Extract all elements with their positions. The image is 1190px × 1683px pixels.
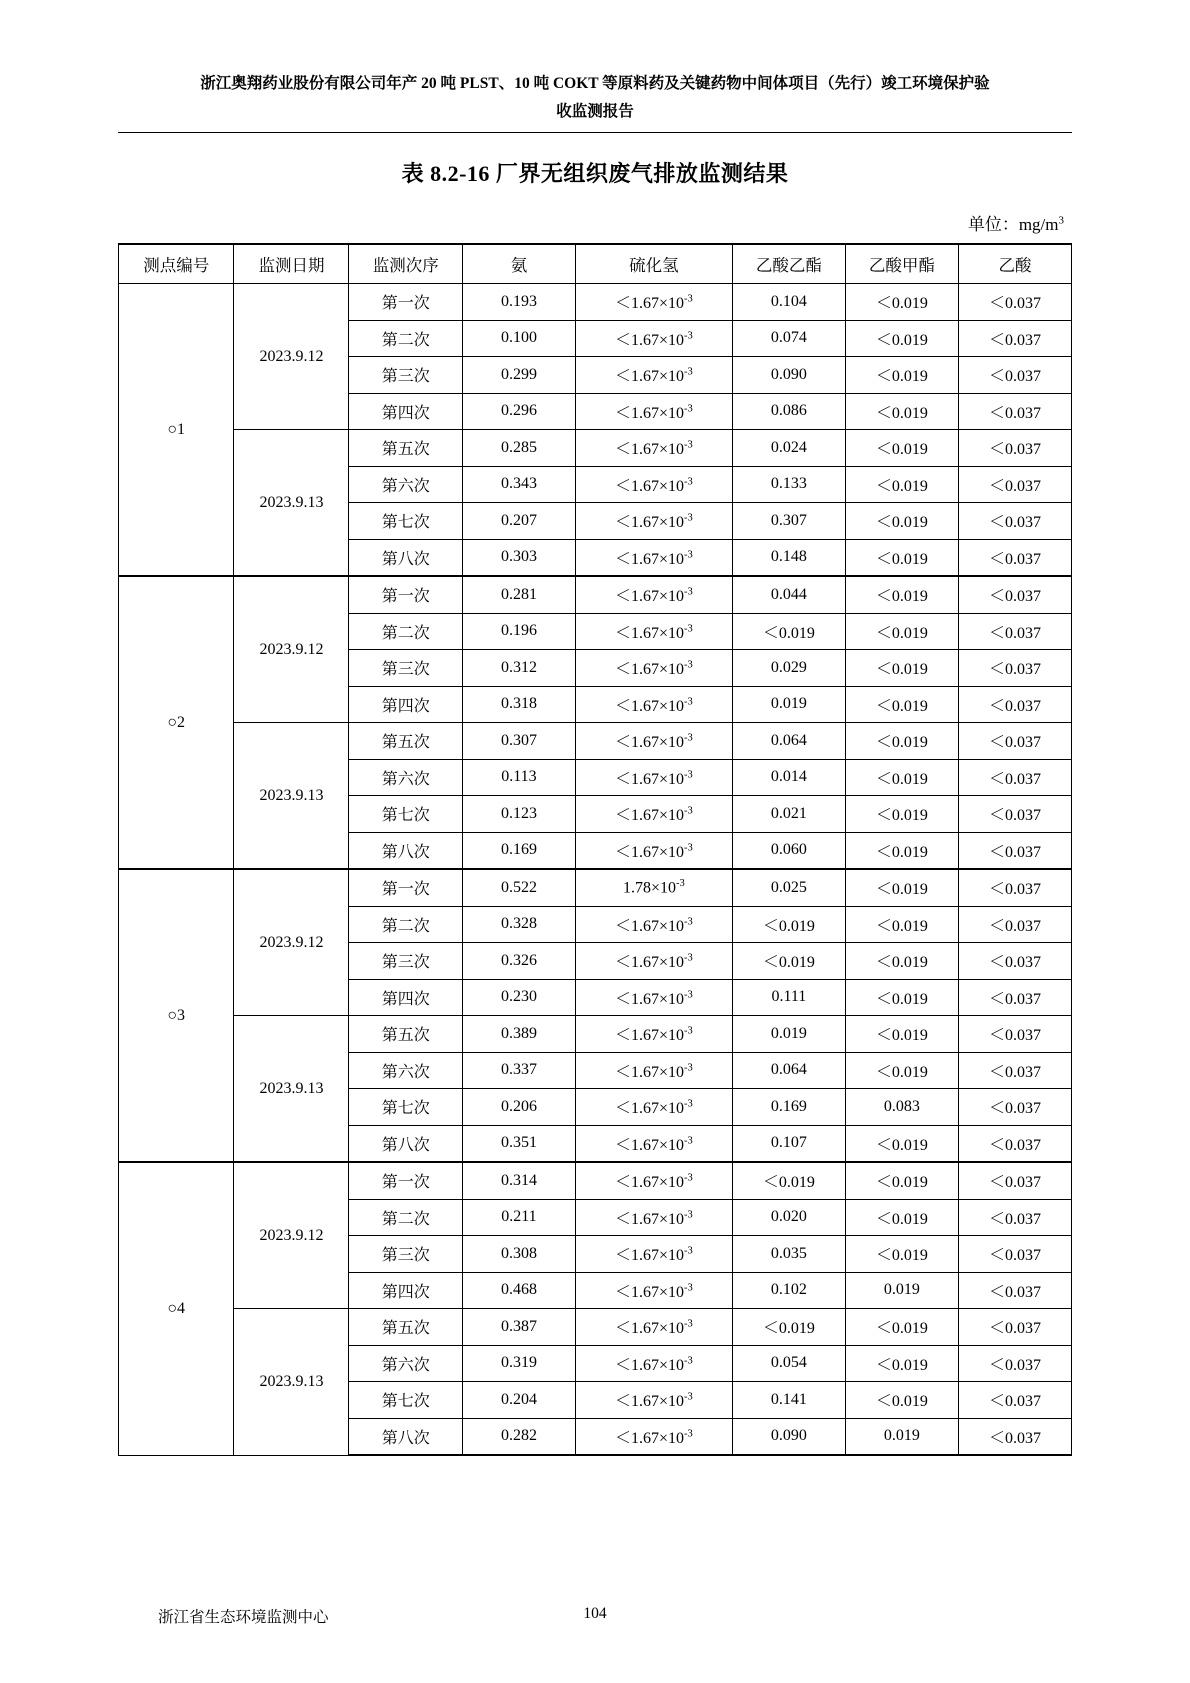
cell-acetic-acid: ＜0.037 <box>958 1089 1071 1126</box>
cell-acetic-acid: ＜0.037 <box>958 503 1071 540</box>
cell-monitor-date: 2023.9.12 <box>234 284 349 430</box>
cell-acetic-acid: ＜0.037 <box>958 796 1071 833</box>
cell-ethyl-acetate: 0.086 <box>732 393 845 430</box>
cell-point-id: ○3 <box>119 869 234 1162</box>
cell-sequence: 第五次 <box>349 723 462 760</box>
cell-methyl-acetate: ＜0.019 <box>845 539 958 576</box>
cell-acetic-acid: ＜0.037 <box>958 979 1071 1016</box>
cell-methyl-acetate: ＜0.019 <box>845 1016 958 1053</box>
cell-ammonia: 0.206 <box>462 1089 575 1126</box>
cell-sequence: 第七次 <box>349 1382 462 1419</box>
cell-sequence: 第六次 <box>349 1345 462 1382</box>
cell-methyl-acetate: 0.083 <box>845 1089 958 1126</box>
cell-ethyl-acetate: ＜0.019 <box>732 906 845 943</box>
cell-h2s: $<1.67\times 10^{-3}$ <box>575 1309 732 1346</box>
cell-h2s: $<1.67\times 10^{-3}$ <box>575 1382 732 1419</box>
cell-h2s: $<1.67\times 10^{-3}$ <box>575 832 732 869</box>
col-header-ammonia: 氨 <box>462 244 575 284</box>
cell-ammonia: 0.328 <box>462 906 575 943</box>
cell-ammonia: 0.281 <box>462 576 575 613</box>
cell-h2s: $<1.67\times 10^{-3}$ <box>575 466 732 503</box>
cell-ammonia: 0.230 <box>462 979 575 1016</box>
cell-ethyl-acetate: 0.133 <box>732 466 845 503</box>
cell-acetic-acid: ＜0.037 <box>958 1052 1071 1089</box>
cell-point-id: ○1 <box>119 284 234 577</box>
col-header-ethyl-acetate: 乙酸乙酯 <box>732 244 845 284</box>
cell-ammonia: 0.207 <box>462 503 575 540</box>
cell-ammonia: 0.468 <box>462 1272 575 1309</box>
cell-ammonia: 0.351 <box>462 1125 575 1162</box>
col-header-methyl-acetate: 乙酸甲酯 <box>845 244 958 284</box>
cell-acetic-acid: ＜0.037 <box>958 1236 1071 1273</box>
cell-sequence: 第八次 <box>349 832 462 869</box>
col-header-h2s: 硫化氢 <box>575 244 732 284</box>
cell-acetic-acid: ＜0.037 <box>958 832 1071 869</box>
cell-h2s: $<1.67\times 10^{-3}$ <box>575 1236 732 1273</box>
cell-methyl-acetate: 0.019 <box>845 1272 958 1309</box>
cell-ethyl-acetate: 0.035 <box>732 1236 845 1273</box>
cell-h2s: $<1.67\times 10^{-3}$ <box>575 759 732 796</box>
cell-ammonia: 0.387 <box>462 1309 575 1346</box>
cell-ethyl-acetate: 0.111 <box>732 979 845 1016</box>
table-row <box>119 869 1072 906</box>
cell-ethyl-acetate: 0.169 <box>732 1089 845 1126</box>
cell-ethyl-acetate: 0.141 <box>732 1382 845 1419</box>
cell-acetic-acid: ＜0.037 <box>958 869 1071 906</box>
table-row <box>119 430 1072 467</box>
col-header-point: 测点编号 <box>119 244 234 284</box>
cell-ethyl-acetate: 0.090 <box>732 357 845 394</box>
cell-ethyl-acetate: 0.104 <box>732 284 845 321</box>
cell-ammonia: 0.204 <box>462 1382 575 1419</box>
cell-monitor-date: 2023.9.13 <box>234 723 349 870</box>
cell-acetic-acid: ＜0.037 <box>958 1309 1071 1346</box>
cell-acetic-acid: ＜0.037 <box>958 943 1071 980</box>
cell-sequence: 第二次 <box>349 1199 462 1236</box>
unit-label <box>118 210 1072 235</box>
cell-acetic-acid: ＜0.037 <box>958 320 1071 357</box>
cell-methyl-acetate: ＜0.019 <box>845 393 958 430</box>
cell-ammonia: 0.193 <box>462 284 575 321</box>
cell-acetic-acid: ＜0.037 <box>958 1382 1071 1419</box>
cell-sequence: 第四次 <box>349 1272 462 1309</box>
cell-sequence: 第六次 <box>349 759 462 796</box>
cell-h2s: $<1.67\times 10^{-3}$ <box>575 320 732 357</box>
unit-text: 单位：mg/m <box>967 215 1059 234</box>
cell-sequence: 第五次 <box>349 1309 462 1346</box>
table-header-row <box>119 244 1072 284</box>
cell-ethyl-acetate: 0.090 <box>732 1418 845 1455</box>
cell-methyl-acetate: ＜0.019 <box>845 943 958 980</box>
cell-ammonia: 0.343 <box>462 466 575 503</box>
cell-h2s: $<1.67\times 10^{-3}$ <box>575 723 732 760</box>
cell-h2s: $<1.67\times 10^{-3}$ <box>575 1016 732 1053</box>
cell-acetic-acid: ＜0.037 <box>958 906 1071 943</box>
cell-acetic-acid: ＜0.037 <box>958 1418 1071 1455</box>
cell-methyl-acetate: ＜0.019 <box>845 1382 958 1419</box>
table-row <box>119 1309 1072 1346</box>
cell-ethyl-acetate: 0.307 <box>732 503 845 540</box>
unit-exponent: 3 <box>1058 214 1064 227</box>
col-header-date: 监测日期 <box>234 244 349 284</box>
cell-point-id: ○2 <box>119 576 234 869</box>
cell-methyl-acetate: ＜0.019 <box>845 1236 958 1273</box>
table-row <box>119 576 1072 613</box>
cell-sequence: 第八次 <box>349 539 462 576</box>
cell-sequence: 第一次 <box>349 869 462 906</box>
cell-ethyl-acetate: 0.060 <box>732 832 845 869</box>
cell-h2s: $<1.67\times 10^{-3}$ <box>575 1418 732 1455</box>
cell-methyl-acetate: ＜0.019 <box>845 1345 958 1382</box>
cell-methyl-acetate: ＜0.019 <box>845 1162 958 1199</box>
cell-acetic-acid: ＜0.037 <box>958 430 1071 467</box>
cell-ammonia: 0.169 <box>462 832 575 869</box>
cell-ammonia: 0.312 <box>462 650 575 687</box>
cell-ammonia: 0.337 <box>462 1052 575 1089</box>
cell-acetic-acid: ＜0.037 <box>958 466 1071 503</box>
cell-monitor-date: 2023.9.13 <box>234 430 349 577</box>
cell-methyl-acetate: ＜0.019 <box>845 869 958 906</box>
cell-ammonia: 0.196 <box>462 613 575 650</box>
header-line-2: 收监测报告 <box>556 103 634 120</box>
cell-acetic-acid: ＜0.037 <box>958 1016 1071 1053</box>
table-row <box>119 1162 1072 1199</box>
cell-ammonia: 0.314 <box>462 1162 575 1199</box>
cell-ethyl-acetate: 0.019 <box>732 1016 845 1053</box>
cell-methyl-acetate: ＜0.019 <box>845 357 958 394</box>
cell-ammonia: 0.113 <box>462 759 575 796</box>
table-row <box>119 1016 1072 1053</box>
cell-methyl-acetate: ＜0.019 <box>845 906 958 943</box>
cell-methyl-acetate: ＜0.019 <box>845 503 958 540</box>
table-row <box>119 723 1072 760</box>
cell-h2s: $<1.67\times 10^{-3}$ <box>575 430 732 467</box>
cell-sequence: 第六次 <box>349 466 462 503</box>
cell-methyl-acetate: ＜0.019 <box>845 576 958 613</box>
cell-h2s: $<1.67\times 10^{-3}$ <box>575 1125 732 1162</box>
cell-ethyl-acetate: 0.148 <box>732 539 845 576</box>
cell-sequence: 第三次 <box>349 943 462 980</box>
table-title: 表 8.2-16 厂界无组织废气排放监测结果 <box>401 161 789 186</box>
cell-methyl-acetate: ＜0.019 <box>845 320 958 357</box>
cell-ammonia: 0.285 <box>462 430 575 467</box>
cell-sequence: 第八次 <box>349 1418 462 1455</box>
table-row <box>119 284 1072 321</box>
cell-sequence: 第八次 <box>349 1125 462 1162</box>
cell-ammonia: 0.282 <box>462 1418 575 1455</box>
cell-acetic-acid: ＜0.037 <box>958 393 1071 430</box>
cell-sequence: 第六次 <box>349 1052 462 1089</box>
cell-methyl-acetate: ＜0.019 <box>845 1199 958 1236</box>
cell-acetic-acid: ＜0.037 <box>958 284 1071 321</box>
cell-ammonia: 0.123 <box>462 796 575 833</box>
cell-methyl-acetate: ＜0.019 <box>845 466 958 503</box>
cell-ethyl-acetate: 0.029 <box>732 650 845 687</box>
cell-h2s: $<1.67\times 10^{-3}$ <box>575 1345 732 1382</box>
cell-h2s: $<1.67\times 10^{-3}$ <box>575 393 732 430</box>
cell-methyl-acetate: ＜0.019 <box>845 759 958 796</box>
cell-ammonia: 0.319 <box>462 1345 575 1382</box>
cell-ammonia: 0.299 <box>462 357 575 394</box>
page-header <box>118 70 1072 126</box>
cell-ethyl-acetate: ＜0.019 <box>732 1309 845 1346</box>
cell-sequence: 第七次 <box>349 796 462 833</box>
cell-sequence: 第二次 <box>349 613 462 650</box>
cell-methyl-acetate: ＜0.019 <box>845 832 958 869</box>
cell-sequence: 第三次 <box>349 1236 462 1273</box>
cell-ethyl-acetate: ＜0.019 <box>732 943 845 980</box>
cell-h2s: $<1.67\times 10^{-3}$ <box>575 357 732 394</box>
table-head <box>119 244 1072 284</box>
col-header-acetic-acid: 乙酸 <box>958 244 1071 284</box>
cell-methyl-acetate: ＜0.019 <box>845 723 958 760</box>
cell-methyl-acetate: ＜0.019 <box>845 430 958 467</box>
cell-ethyl-acetate: 0.025 <box>732 869 845 906</box>
cell-acetic-acid: ＜0.037 <box>958 650 1071 687</box>
cell-ammonia: 0.389 <box>462 1016 575 1053</box>
cell-h2s: $<1.67\times 10^{-3}$ <box>575 503 732 540</box>
cell-h2s: $<1.67\times 10^{-3}$ <box>575 686 732 723</box>
cell-h2s: $<1.67\times 10^{-3}$ <box>575 943 732 980</box>
cell-acetic-acid: ＜0.037 <box>958 1125 1071 1162</box>
cell-h2s: $1.78\times 10^{-3}$ <box>575 869 732 906</box>
cell-h2s: $<1.67\times 10^{-3}$ <box>575 650 732 687</box>
cell-ethyl-acetate: 0.021 <box>732 796 845 833</box>
cell-methyl-acetate: ＜0.019 <box>845 686 958 723</box>
cell-ethyl-acetate: 0.074 <box>732 320 845 357</box>
cell-ammonia: 0.318 <box>462 686 575 723</box>
cell-methyl-acetate: ＜0.019 <box>845 1309 958 1346</box>
cell-h2s: $<1.67\times 10^{-3}$ <box>575 979 732 1016</box>
cell-h2s: $<1.67\times 10^{-3}$ <box>575 1162 732 1199</box>
cell-methyl-acetate: 0.019 <box>845 1418 958 1455</box>
cell-ethyl-acetate: 0.020 <box>732 1199 845 1236</box>
cell-sequence: 第四次 <box>349 979 462 1016</box>
cell-methyl-acetate: ＜0.019 <box>845 1125 958 1162</box>
cell-methyl-acetate: ＜0.019 <box>845 613 958 650</box>
cell-acetic-acid: ＜0.037 <box>958 576 1071 613</box>
cell-sequence: 第二次 <box>349 320 462 357</box>
cell-ethyl-acetate: 0.107 <box>732 1125 845 1162</box>
cell-sequence: 第四次 <box>349 686 462 723</box>
cell-sequence: 第三次 <box>349 650 462 687</box>
cell-sequence: 第三次 <box>349 357 462 394</box>
cell-ammonia: 0.307 <box>462 723 575 760</box>
cell-ammonia: 0.303 <box>462 539 575 576</box>
cell-acetic-acid: ＜0.037 <box>958 1345 1071 1382</box>
cell-h2s: $<1.67\times 10^{-3}$ <box>575 1272 732 1309</box>
cell-acetic-acid: ＜0.037 <box>958 759 1071 796</box>
cell-ethyl-acetate: ＜0.019 <box>732 1162 845 1199</box>
cell-sequence: 第一次 <box>349 576 462 613</box>
cell-sequence: 第七次 <box>349 1089 462 1126</box>
cell-ethyl-acetate: 0.102 <box>732 1272 845 1309</box>
header-line-1: 浙江奥翔药业股份有限公司年产 20 吨 PLST、10 吨 COKT 等原料药及关键药物中间体项目（先行）竣工环境保护验 <box>200 75 990 92</box>
cell-h2s: $<1.67\times 10^{-3}$ <box>575 796 732 833</box>
cell-acetic-acid: ＜0.037 <box>958 613 1071 650</box>
cell-h2s: $<1.67\times 10^{-3}$ <box>575 613 732 650</box>
cell-acetic-acid: ＜0.037 <box>958 539 1071 576</box>
col-header-sequence: 监测次序 <box>349 244 462 284</box>
cell-sequence: 第一次 <box>349 284 462 321</box>
cell-acetic-acid: ＜0.037 <box>958 686 1071 723</box>
cell-monitor-date: 2023.9.13 <box>234 1016 349 1163</box>
cell-sequence: 第一次 <box>349 1162 462 1199</box>
cell-ammonia: 0.211 <box>462 1199 575 1236</box>
cell-methyl-acetate: ＜0.019 <box>845 796 958 833</box>
cell-ammonia: 0.308 <box>462 1236 575 1273</box>
cell-ethyl-acetate: 0.044 <box>732 576 845 613</box>
emission-results-table <box>118 243 1072 1456</box>
cell-point-id: ○4 <box>119 1162 234 1455</box>
cell-sequence: 第二次 <box>349 906 462 943</box>
cell-ammonia: 0.326 <box>462 943 575 980</box>
cell-acetic-acid: ＜0.037 <box>958 1272 1071 1309</box>
cell-ethyl-acetate: 0.054 <box>732 1345 845 1382</box>
cell-ammonia: 0.100 <box>462 320 575 357</box>
cell-ammonia: 0.522 <box>462 869 575 906</box>
cell-methyl-acetate: ＜0.019 <box>845 650 958 687</box>
cell-h2s: $<1.67\times 10^{-3}$ <box>575 1089 732 1126</box>
cell-methyl-acetate: ＜0.019 <box>845 1052 958 1089</box>
footer-page-number: 104 <box>583 1605 607 1622</box>
footer-organization: 浙江省生态环境监测中心 <box>158 1609 329 1626</box>
cell-acetic-acid: ＜0.037 <box>958 723 1071 760</box>
cell-ethyl-acetate: 0.024 <box>732 430 845 467</box>
cell-h2s: $<1.67\times 10^{-3}$ <box>575 576 732 613</box>
cell-ethyl-acetate: ＜0.019 <box>732 613 845 650</box>
header-divider <box>118 132 1072 133</box>
table-body <box>119 284 1072 1456</box>
cell-monitor-date: 2023.9.12 <box>234 1162 349 1309</box>
cell-acetic-acid: ＜0.037 <box>958 1162 1071 1199</box>
cell-acetic-acid: ＜0.037 <box>958 357 1071 394</box>
cell-acetic-acid: ＜0.037 <box>958 1199 1071 1236</box>
cell-ethyl-acetate: 0.019 <box>732 686 845 723</box>
cell-methyl-acetate: ＜0.019 <box>845 284 958 321</box>
cell-methyl-acetate: ＜0.019 <box>845 979 958 1016</box>
cell-h2s: $<1.67\times 10^{-3}$ <box>575 539 732 576</box>
cell-h2s: $<1.67\times 10^{-3}$ <box>575 284 732 321</box>
cell-ethyl-acetate: 0.064 <box>732 723 845 760</box>
cell-ethyl-acetate: 0.014 <box>732 759 845 796</box>
cell-sequence: 第五次 <box>349 1016 462 1053</box>
cell-h2s: $<1.67\times 10^{-3}$ <box>575 1199 732 1236</box>
cell-monitor-date: 2023.9.12 <box>234 576 349 723</box>
cell-ammonia: 0.296 <box>462 393 575 430</box>
cell-sequence: 第五次 <box>349 430 462 467</box>
cell-h2s: $<1.67\times 10^{-3}$ <box>575 1052 732 1089</box>
cell-monitor-date: 2023.9.13 <box>234 1309 349 1456</box>
cell-ethyl-acetate: 0.064 <box>732 1052 845 1089</box>
cell-sequence: 第七次 <box>349 503 462 540</box>
cell-sequence: 第四次 <box>349 393 462 430</box>
cell-h2s: $<1.67\times 10^{-3}$ <box>575 906 732 943</box>
cell-monitor-date: 2023.9.12 <box>234 869 349 1016</box>
